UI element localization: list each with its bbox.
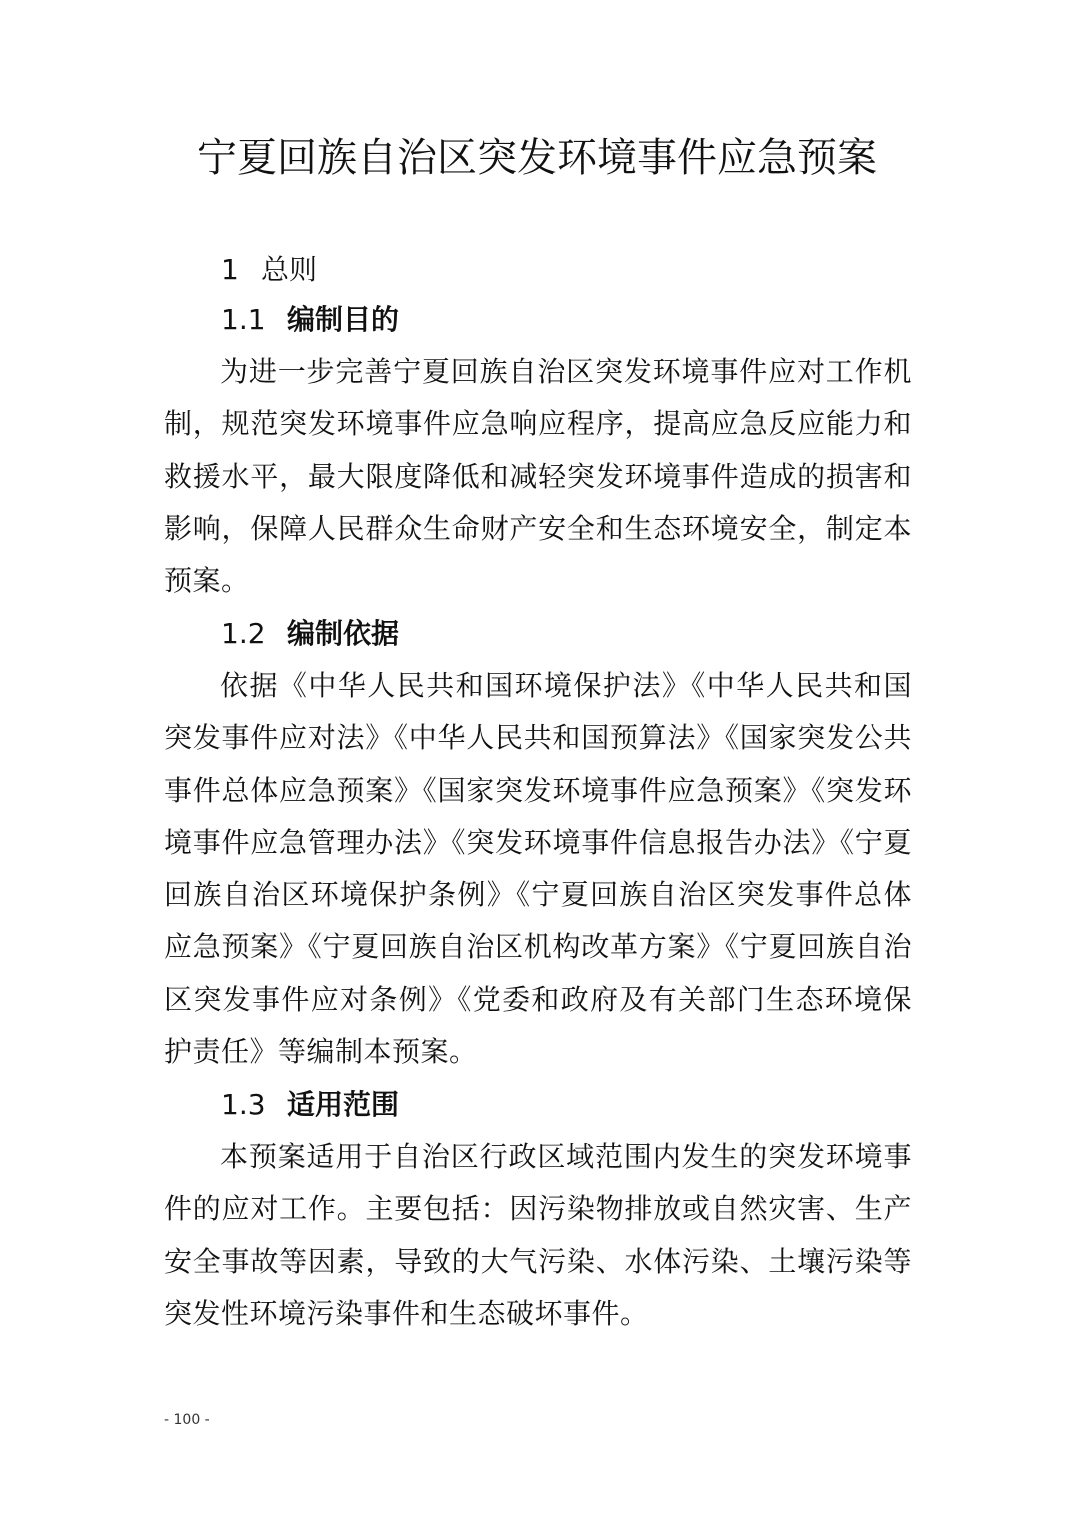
section-heading-basis	[221, 612, 399, 656]
section-heading-general	[221, 248, 317, 292]
section-label: 总则	[261, 253, 318, 286]
section-heading-scope	[221, 1083, 399, 1127]
section-label: 编制依据	[287, 617, 400, 650]
paragraph-basis: 依据《中华人民共和国环境保护法》《中华人民共和国突发事件应对法》《中华人民共和国预算法》《国家突发公共事件总体应急预案》《国家突发环境事件应急预案》《突发环境事件应急管理办法》《突发环境事件信息报告办法》《宁夏回族自治区环境保护条例》《宁夏回族自治区突发事件总体应急预案》《宁夏回族自治区机构改革方案》《宁夏回族自治区突发事件应对条例》《党委和政府及有关部门生态环境保护责任》等编制本预案。	[164, 669, 912, 1069]
paragraph-scope: 本预案适用于自治区行政区域范围内发生的突发环境事件的应对工作。主要包括：因污染物排放或自然灾害、生产安全事故等因素，导致的大气污染、水体污染、土壤污染等突发性环境污染事件和生态破坏事件。	[164, 1140, 912, 1330]
page-number: - 100 -	[164, 1412, 210, 1428]
section-number: 1.2	[221, 617, 266, 650]
section-number: 1.3	[221, 1088, 266, 1121]
section-number: 1.1	[221, 303, 266, 336]
section-heading-purpose	[221, 298, 399, 342]
section-number: 1	[221, 253, 239, 286]
paragraph-purpose: 为进一步完善宁夏回族自治区突发环境事件应对工作机制，规范突发环境事件应急响应程序，提高应急反应能力和救援水平，最大限度降低和减轻突发环境事件造成的损害和影响，保障人民群众生命财产安全和生态环境安全，制定本预案。	[164, 355, 912, 598]
document-title: 宁夏回族自治区突发环境事件应急预案	[197, 135, 877, 181]
section-label: 适用范围	[287, 1088, 400, 1121]
section-label: 编制目的	[287, 303, 400, 336]
